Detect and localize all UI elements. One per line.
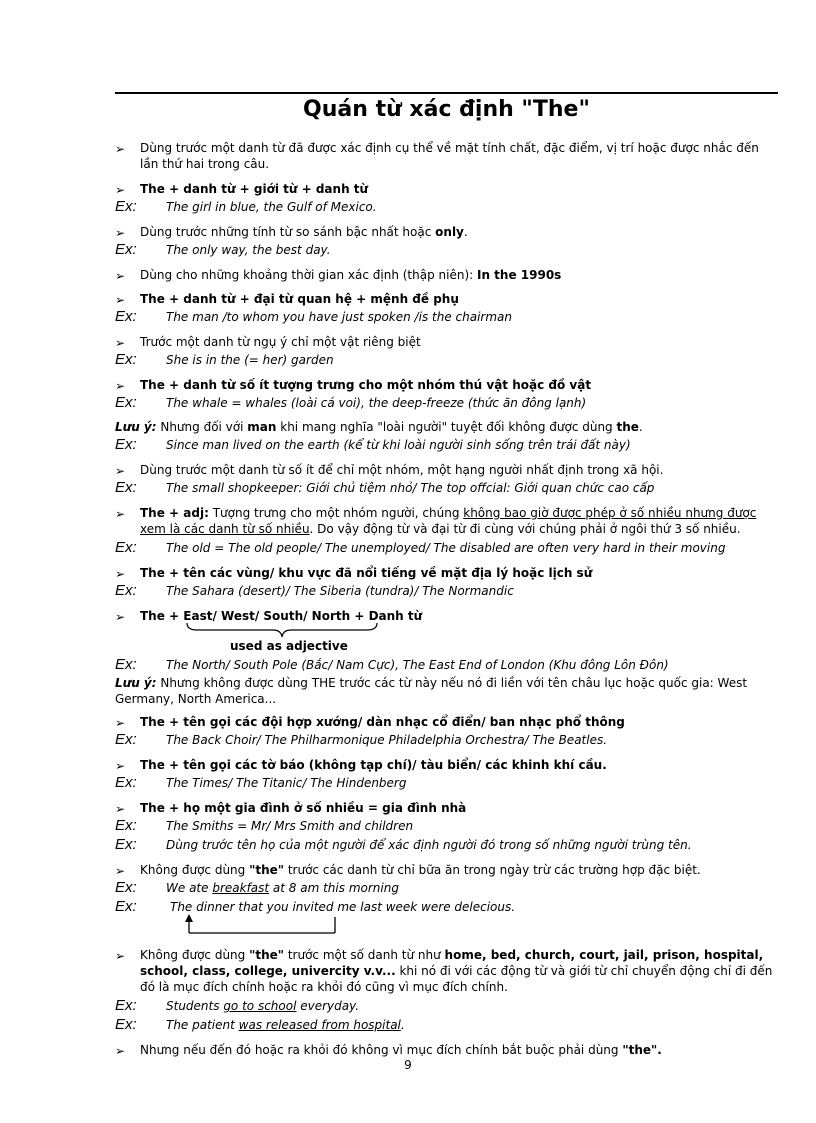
example-label: Ex: [115,836,137,853]
example-label: Ex: [115,241,137,258]
up-arrow-icon [183,913,343,935]
example: Ex: The Smiths = Mr/ Mrs Smith and children [115,817,414,834]
top-rule [115,92,778,94]
example: Ex: The Times/ The Titanic/ The Hindenberg [115,774,407,791]
example: Ex: Since man lived on the earth (kể từ khi loài người sinh sống trên trái đất này) [115,436,631,453]
rule-3: Dùng trước những tính từ so sánh bậc nhất hoặc only. [140,225,468,239]
bullet-arrow-icon: ➢ [115,949,126,963]
example: Ex: The North/ South Pole (Bắc/ Nam Cực), The East End of London (Khu đông Lôn Đôn) [115,656,669,673]
rule-2: The + danh từ + giới từ + danh từ [140,182,369,196]
example-label: Ex: [115,997,137,1014]
example-label: Ex: [115,1016,137,1033]
example: Ex: The patient was released from hospital. [115,1016,405,1033]
example: Ex: The dinner that you invited me last week were delecious. [115,898,516,915]
rule-15: Không được dùng "the" trước các danh từ chỉ bữa ăn trong ngày trừ các trường hợp đặc biệt. [140,863,701,877]
example-label: Ex: [115,539,137,556]
example: Ex: The small shopkeeper: Giới chủ tiệm nhỏ/ The top offcial: Giới quan chức cao cấp [115,479,655,496]
rule-17: Nhưng nếu đến đó hoặc ra khỏi đó không vì mục đích chính bắt buộc phải dùng "the". [140,1043,662,1057]
example-label: Ex: [115,394,137,411]
rule-10: The + tên các vùng/ khu vực đã nổi tiếng về mặt địa lý hoặc lịch sử [140,566,593,580]
bullet-arrow-icon: ➢ [115,464,126,478]
page-title: Quán từ xác định "The" [303,97,590,122]
bullet-arrow-icon: ➢ [115,336,126,350]
rule-16: Không được dùng "the" trước một số danh từ như home, bed, church, court, jail, prison, hospital, school, class, college, univercity v.v... khi nó đi với các động từ và giới từ chỉ chuyển động chỉ đi đến đó là mục đích chính hoặc ra khỏi đó cũng vì mục đích chính. [140,948,773,994]
example-label: Ex: [115,582,137,599]
rule-4: Dùng cho những khoảng thời gian xác định (thập niên): In the 1990s [140,268,562,282]
bullet-arrow-icon: ➢ [115,610,126,624]
example-label: Ex: [115,731,137,748]
example: Ex: The whale = whales (loài cá voi), the deep-freeze (thức ăn đông lạnh) [115,394,587,411]
rule-13: The + tên gọi các tờ báo (không tạp chí)/ tàu biển/ các khinh khí cầu. [140,758,607,772]
note-2: Lưu ý: Nhưng không được dùng THE trước các từ này nếu nó đi liền với tên châu lục hoặc quốc gia: West Germany, North America... [115,676,748,706]
bullet-arrow-icon: ➢ [115,507,126,521]
rule-7: The + danh từ số ít tượng trưng cho một nhóm thú vật hoặc đồ vật [140,378,592,392]
bullet-arrow-icon: ➢ [115,567,126,581]
example-label: Ex: [115,656,137,673]
example-label: Ex: [115,351,137,368]
example: Ex: Dùng trước tên họ của một người để xác định người đó trong số những người trùng tên. [115,836,692,853]
rule-12: The + tên gọi các đội hợp xướng/ dàn nhạc cổ điển/ ban nhạc phổ thông [140,715,625,729]
bullet-arrow-icon: ➢ [115,142,126,156]
bullet-arrow-icon: ➢ [115,1044,126,1058]
example: Ex: The Sahara (desert)/ The Siberia (tundra)/ The Normandic [115,582,514,599]
rule-1: Dùng trước một danh từ đã được xác định cụ thể về mặt tính chất, đặc điểm, vị trí hoặc được nhắc đến lần thứ hai trong câu. [140,141,759,171]
brace-icon [185,621,380,639]
bullet-arrow-icon: ➢ [115,864,126,878]
brace-caption: used as adjective [230,639,348,653]
example-label: Ex: [115,817,137,834]
example: Ex: The man /to whom you have just spoken /is the chairman [115,308,512,325]
bullet-arrow-icon: ➢ [115,379,126,393]
example-label: Ex: [115,898,137,915]
rule-5: The + danh từ + đại từ quan hệ + mệnh đề phụ [140,292,459,306]
example-label: Ex: [115,479,137,496]
example: Ex: We ate breakfast at 8 am this morning [115,879,399,896]
rule-14: The + họ một gia đình ở số nhiều = gia đình nhà [140,801,467,815]
example: Ex: She is in the (= her) garden [115,351,334,368]
example-label: Ex: [115,774,137,791]
bullet-arrow-icon: ➢ [115,183,126,197]
bullet-arrow-icon: ➢ [115,269,126,283]
bullet-arrow-icon: ➢ [115,226,126,240]
example: Ex: The only way, the best day. [115,241,331,258]
example: Ex: Students go to school everyday. [115,997,360,1014]
rule-9: The + adj: Tượng trưng cho một nhóm người, chúng không bao giờ được phép ở số nhiều nhưng được xem là các danh từ số nhiều. Do vậy động từ và đại từ đi cùng với chúng phải ở ngôi thứ 3 số nhiều. [140,506,757,536]
bullet-arrow-icon: ➢ [115,293,126,307]
example: Ex: The Back Choir/ The Philharmonique Philadelphia Orchestra/ The Beatles. [115,731,608,748]
rule-6: Trước một danh từ ngụ ý chỉ một vật riêng biệt [140,335,421,349]
example: Ex: The girl in blue, the Gulf of Mexico. [115,198,377,215]
bullet-arrow-icon: ➢ [115,716,126,730]
bullet-arrow-icon: ➢ [115,802,126,816]
page-number: 9 [404,1058,412,1072]
bullet-arrow-icon: ➢ [115,759,126,773]
example-label: Ex: [115,879,137,896]
example: Ex: The old = The old people/ The unemployed/ The disabled are often very hard in their moving [115,539,726,556]
example-label: Ex: [115,436,137,453]
note-1: Lưu ý: Nhưng đối với man khi mang nghĩa "loài người" tuyệt đối không được dùng the. [115,420,643,434]
rule-8: Dùng trước một danh từ số ít để chỉ một nhóm, một hạng người nhất định trong xã hội. [140,463,664,477]
rule-11: The + East/ West/ South/ North + Danh từ [140,609,423,623]
example-label: Ex: [115,308,137,325]
example-label: Ex: [115,198,137,215]
